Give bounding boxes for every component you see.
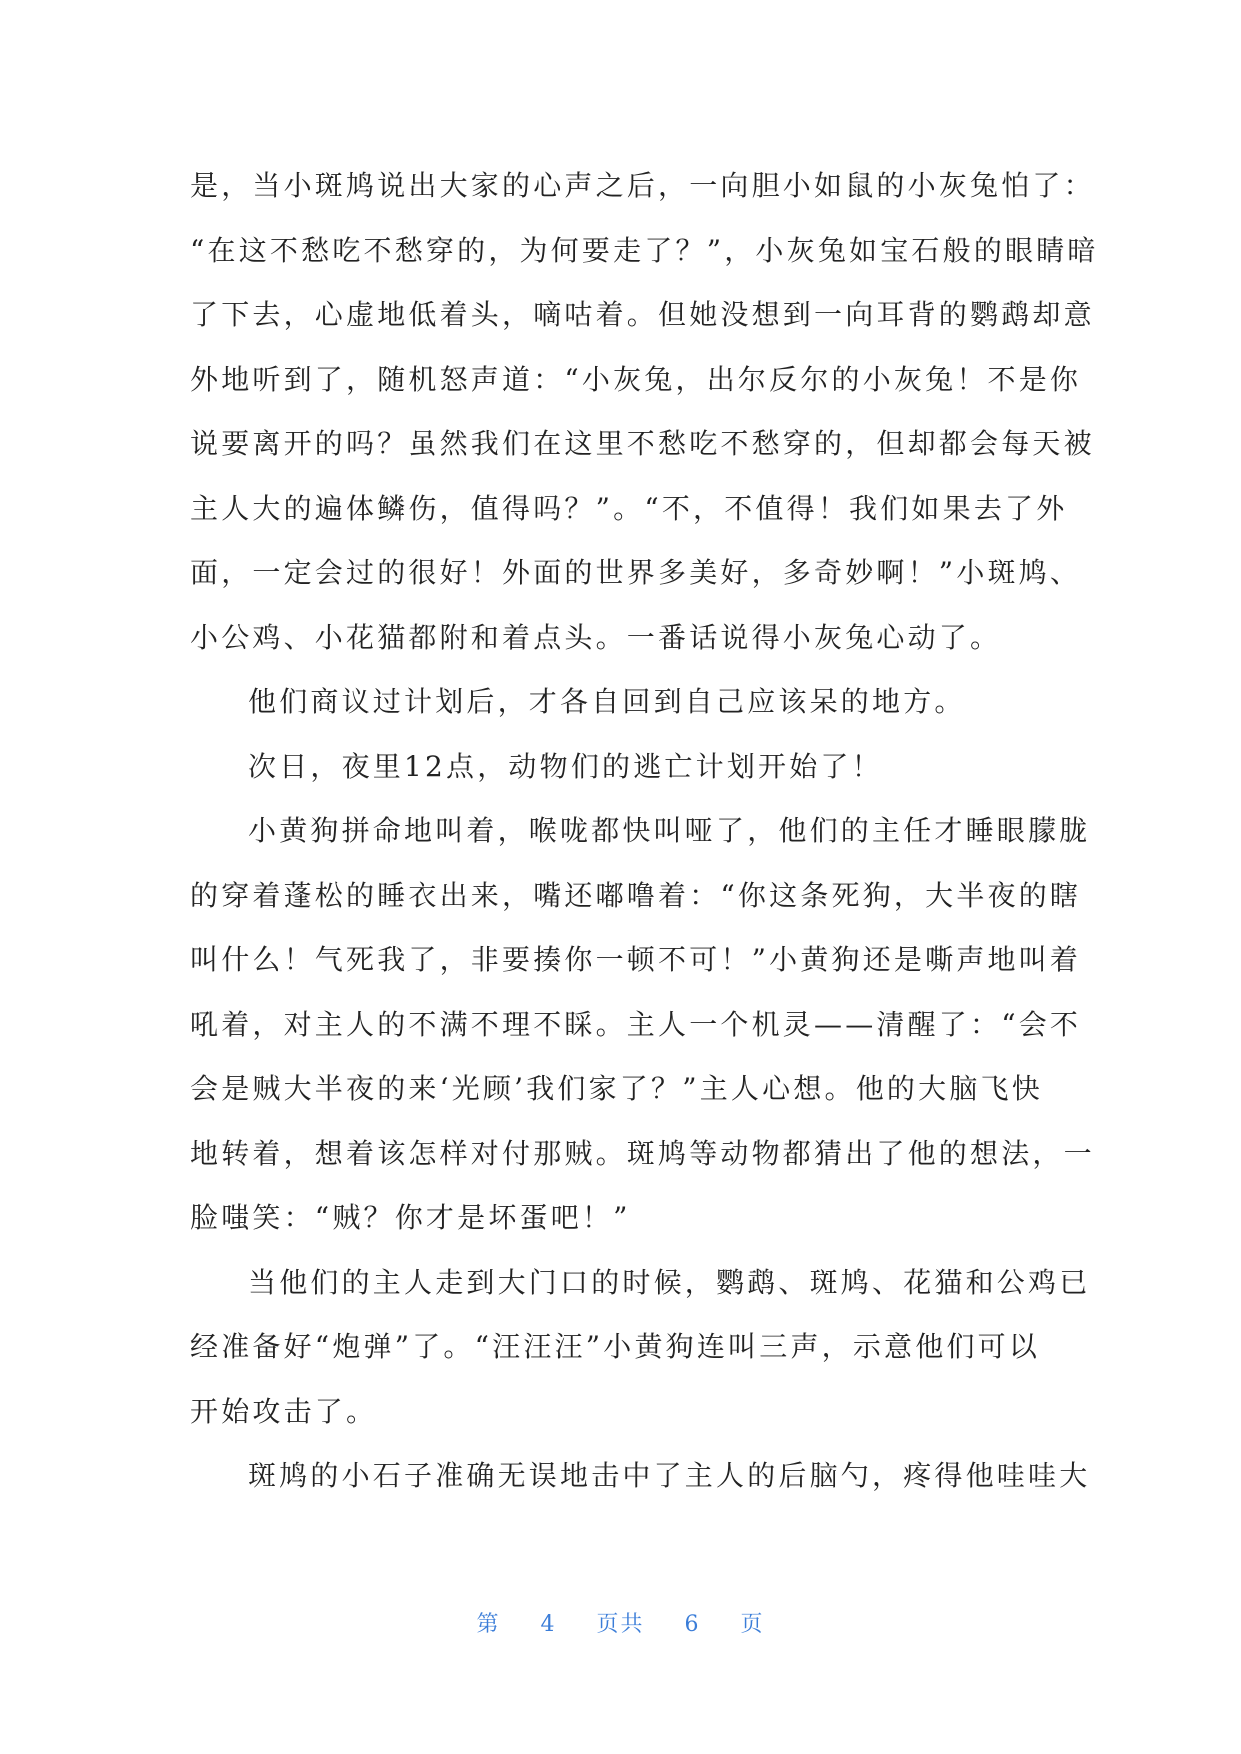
text-line: 地转着，想着该怎样对付那贼。斑鸠等动物都猜出了他的想法，一	[190, 1136, 1095, 1170]
text-line: 吼着，对主人的不满不理不睬。主人一个机灵——清醒了：“会不	[190, 1007, 1082, 1041]
body-text	[190, 154, 1099, 1509]
total-page-number: 6	[684, 1612, 701, 1637]
text-line: 主人大的遍体鳞伤，值得吗？”。“不，不值得！我们如果去了外	[190, 491, 1068, 525]
footer-prefix: 第	[476, 1612, 501, 1637]
text-line: 叫什么！气死我了，非要揍你一顿不可！”小黄狗还是嘶声地叫着	[190, 943, 1082, 976]
text-line: 是，当小斑鸠说出大家的心声之后，一向胆小如鼠的小灰兔怕了：	[190, 169, 1095, 202]
paragraph-start-line: 斑鸠的小石子准确无误地击中了主人的后脑勺，疼得他哇哇大	[248, 1459, 1091, 1492]
text-line: 外地听到了，随机怒声道：“小灰兔，出尔反尔的小灰兔！不是你	[190, 362, 1082, 396]
text-line: 了下去，心虚地低着头，嘀咕着。但她没想到一向耳背的鹦鹉却意	[190, 298, 1095, 331]
paragraph-start-line: 他们商议过计划后，才各自回到自己应该呆的地方。	[248, 685, 966, 718]
text-line: 脸嗤笑：“贼？你才是坏蛋吧！”	[190, 1201, 631, 1234]
text-line: 开始攻击了。	[190, 1394, 378, 1428]
text-line: “在这不愁吃不愁穿的，为何要走了？”，小灰兔如宝石般的眼睛暗	[190, 233, 1099, 267]
text-line: 经准备好“炮弹”了。“汪汪汪”小黄狗连叫三声，示意他们可以	[190, 1330, 1041, 1363]
text-line: 面，一定会过的很好！外面的世界多美好，多奇妙啊！”小斑鸠、	[190, 556, 1082, 589]
paragraph-start-line: 次日，夜里12点，动物们的逃亡计划开始了！	[248, 749, 883, 783]
paragraph-start-line: 当他们的主人走到大门口的时候，鹦鹉、斑鸠、花猫和公鸡已	[248, 1265, 1091, 1299]
text-line: 的穿着蓬松的睡衣出来，嘴还嘟噜着：“你这条死狗，大半夜的瞎	[190, 878, 1082, 912]
text-line: 小公鸡、小花猫都附和着点头。一番话说得小灰兔心动了。	[190, 620, 1002, 654]
page-footer	[0, 1607, 1241, 1638]
paragraph-start-line: 小黄狗拼命地叫着，喉咙都快叫哑了，他们的主任才睡眼朦胧	[248, 814, 1091, 847]
current-page-number: 4	[540, 1612, 557, 1637]
text-line: 说要离开的吗？虽然我们在这里不愁吃不愁穿的，但却都会每天被	[190, 427, 1095, 460]
text-line: 会是贼大半夜的来‘光顾’我们家了？”主人心想。他的大脑飞快	[190, 1072, 1043, 1105]
footer-middle: 页共	[596, 1612, 645, 1637]
footer-suffix: 页	[740, 1612, 765, 1637]
